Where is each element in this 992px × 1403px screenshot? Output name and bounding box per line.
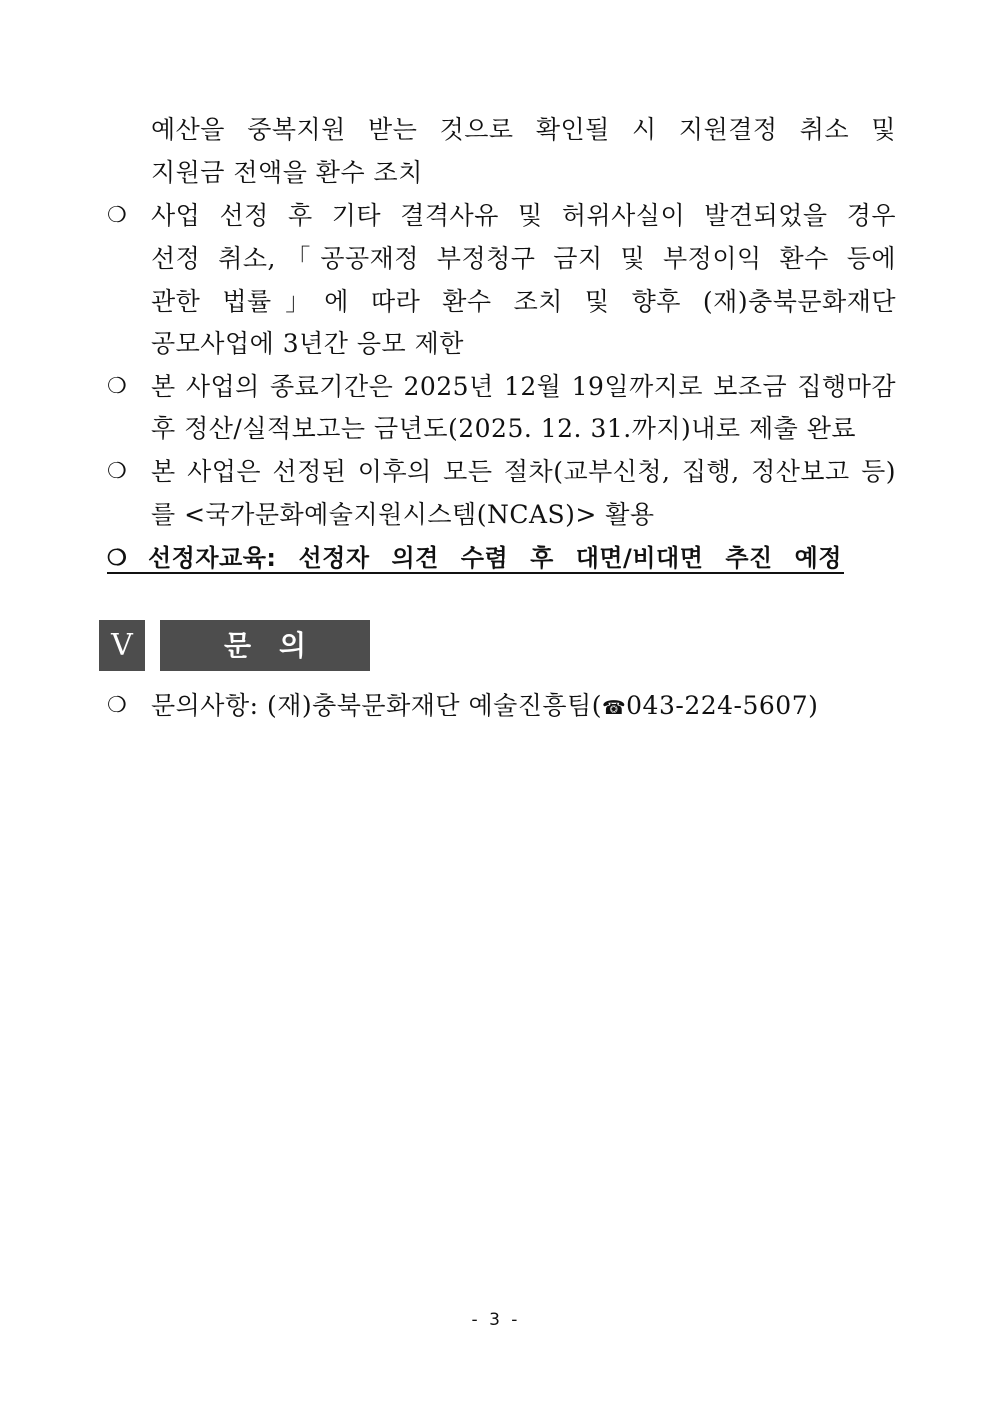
item-3-line-2: 를 <국가문화예술지원시스템(NCAS)> 활용 — [151, 500, 655, 529]
item-4-line-1: 선정자교육: 선정자 의견 수렴 후 대면/비대면 추진 예정 — [148, 544, 842, 572]
section-number: Ⅴ — [99, 620, 145, 671]
item-2-line-2: 후 정산/실적보고는 금년도(2025. 12. 31.까지)내로 제출 완료 — [151, 414, 857, 443]
bullet-icon: ❍ — [107, 459, 127, 484]
bullet-icon: ❍ — [107, 374, 127, 399]
contact-text-suffix: 043-224-5607) — [626, 691, 819, 720]
item-1-line-2: 선정 취소,「공공재정 부정청구 금지 및 부정이익 환수 등에 — [151, 244, 896, 273]
item-2-line-1: 본 사업의 종료기간은 2025년 12월 19일까지로 보조금 집행마감 — [151, 372, 896, 401]
item-1-line-1: 사업 선정 후 기타 결격사유 및 허위사실이 발견되었을 경우 — [151, 201, 896, 230]
contact-line — [151, 689, 818, 725]
item-3-line-1: 본 사업은 선정된 이후의 모든 절차(교부신청, 집행, 정산보고 등) — [151, 457, 896, 486]
bullet-icon: ❍ — [107, 545, 127, 571]
contact-text-prefix: 문의사항: (재)충북문화재단 예술진흥팀( — [151, 691, 602, 720]
intro-line-1: 예산을 중복지원 받는 것으로 확인될 시 지원결정 취소 및 — [151, 115, 896, 144]
bullet-icon: ❍ — [107, 203, 127, 228]
phone-icon: ☎ — [601, 697, 627, 719]
section-title: 문의 — [160, 620, 370, 671]
page-number: - 3 - — [471, 1310, 521, 1330]
intro-line-2: 지원금 전액을 환수 조치 — [151, 158, 423, 187]
item-1-line-4: 공모사업에 3년간 응모 제한 — [151, 329, 464, 358]
bullet-icon: ❍ — [107, 693, 127, 718]
item-1-line-3: 관한 법률」에 따라 환수 조치 및 향후 (재)충북문화재단 — [151, 287, 896, 316]
underline — [107, 572, 844, 574]
